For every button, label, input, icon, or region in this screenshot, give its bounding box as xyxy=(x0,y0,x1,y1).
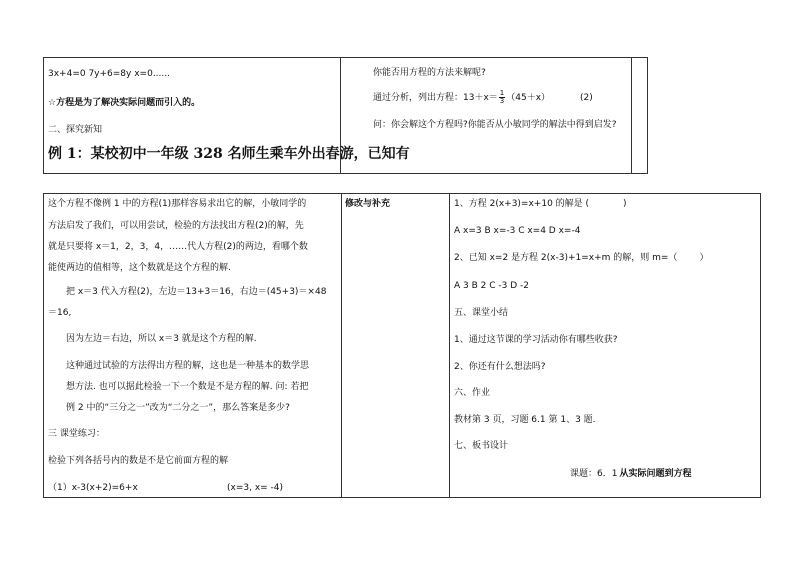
question-1 xyxy=(454,198,627,210)
board-topic-title xyxy=(570,468,691,480)
practice-item-1-equation: （1）x-3(x+2)=6+x xyxy=(48,483,138,493)
explanation-line-1: 这个方程不像例 1 中的方程(1)那样容易求出它的解，小敏同学的 xyxy=(48,199,307,209)
fraction-one-third xyxy=(499,90,505,105)
method-line-3: 例 2 中的“三分之一”改为“二分之一”，那么答案是多少? xyxy=(66,403,290,413)
question-1-options: A x=3 B x=-3 C x=4 D x=-4 xyxy=(454,226,581,236)
explanation-line-3: 就是只要将 x＝1，2，3，4，……代人方程(2)的两边，看哪个数 xyxy=(48,242,308,252)
question-2 xyxy=(454,252,708,264)
substitution-line-1: 把 x＝3 代入方程(2)，左边＝13+3＝16，右边＝(45+3)＝×48 xyxy=(66,287,327,297)
top-divider-right xyxy=(631,58,632,173)
equations-line: 3x+4=0 7y+6=8y x=0...... xyxy=(48,69,170,79)
method-line-1: 这种通过试验的方法得出方程的解，这也是一种基本的数学思 xyxy=(66,361,310,371)
reflection-question-1: 1、通过这节课的学习活动你有哪些收获? xyxy=(454,335,618,345)
question-2-options: A 3 B 2 C -3 D -2 xyxy=(454,281,529,291)
substitution-line-2: ＝16, xyxy=(48,308,72,318)
conclusion-line: 因为左边＝右边，所以 x＝3 就是这个方程的解. xyxy=(66,334,257,344)
section-heading-explore: 二、探究新知 xyxy=(48,125,103,135)
equation-2-left: 通过分析，列出方程：13＋x＝ xyxy=(373,93,498,103)
answer-blank xyxy=(589,198,623,206)
question-1-text: 1、方程 2(x+3)=x+10 的解是 ( xyxy=(454,199,590,209)
question-1-close: ) xyxy=(623,199,627,209)
homework-text: 教材第 3 页，习题 6.1 第 1、3 题. xyxy=(454,415,596,425)
section-heading-practice: 三 课堂练习： xyxy=(48,429,105,439)
equation-2-tag: (2) xyxy=(580,93,593,103)
fraction-denominator: 3 xyxy=(499,97,505,105)
practice-instruction: 检验下列各括号内的数是不是它前面方程的解 xyxy=(48,456,229,466)
bottom-table xyxy=(43,193,761,498)
bottom-divider-left xyxy=(341,194,342,497)
board-topic-label: 课题：6．1 xyxy=(570,469,618,479)
section-heading-board-design: 七、板书设计 xyxy=(454,441,509,451)
question-solve-by-equation: 你能否用方程的方法来解呢? xyxy=(373,68,486,78)
equation-purpose-note: ☆方程是为了解决实际问题而引入的。 xyxy=(48,98,201,108)
question-2-close: ） xyxy=(699,253,709,263)
fraction-numerator: 1 xyxy=(499,89,505,97)
equation-2-line xyxy=(373,90,593,105)
revision-header: 修改与补充 xyxy=(345,199,391,209)
explanation-line-2: 方法启发了我们，可以用尝试，检验的方法找出方程(2)的解，先 xyxy=(48,221,304,231)
reflection-question-2: 2、你还有什么想法吗? xyxy=(454,362,546,372)
question-2-text: 2、已知 x=2 是方程 2(x-3)+1=x+m 的解，则 m=（ xyxy=(454,253,678,263)
bottom-divider-right xyxy=(449,194,450,497)
practice-item-1-values: (x=3, x= -4) xyxy=(227,483,284,493)
method-line-2: 想方法. 也可以据此检验一下一个数是不是方程的解. 问: 若把 xyxy=(66,382,309,392)
example-1-text: 例 1：某校初中一年级 328 名师生乘车外出春游，已知有 xyxy=(48,146,410,162)
section-heading-homework: 六、作业 xyxy=(454,388,491,398)
question-solve-equation: 问：你会解这个方程吗?你能否从小敏同学的解法中得到启发? xyxy=(373,120,617,130)
explanation-line-4: 能使两边的值相等，这个数就是这个方程的解. xyxy=(48,263,231,273)
practice-item-1 xyxy=(48,482,138,494)
equation-2-right: （45＋x） xyxy=(506,93,551,103)
answer-blank xyxy=(677,252,699,260)
board-topic-name: 从实际问题到方程 xyxy=(619,469,692,479)
top-table xyxy=(43,57,648,174)
section-heading-summary: 五、课堂小结 xyxy=(454,308,509,318)
